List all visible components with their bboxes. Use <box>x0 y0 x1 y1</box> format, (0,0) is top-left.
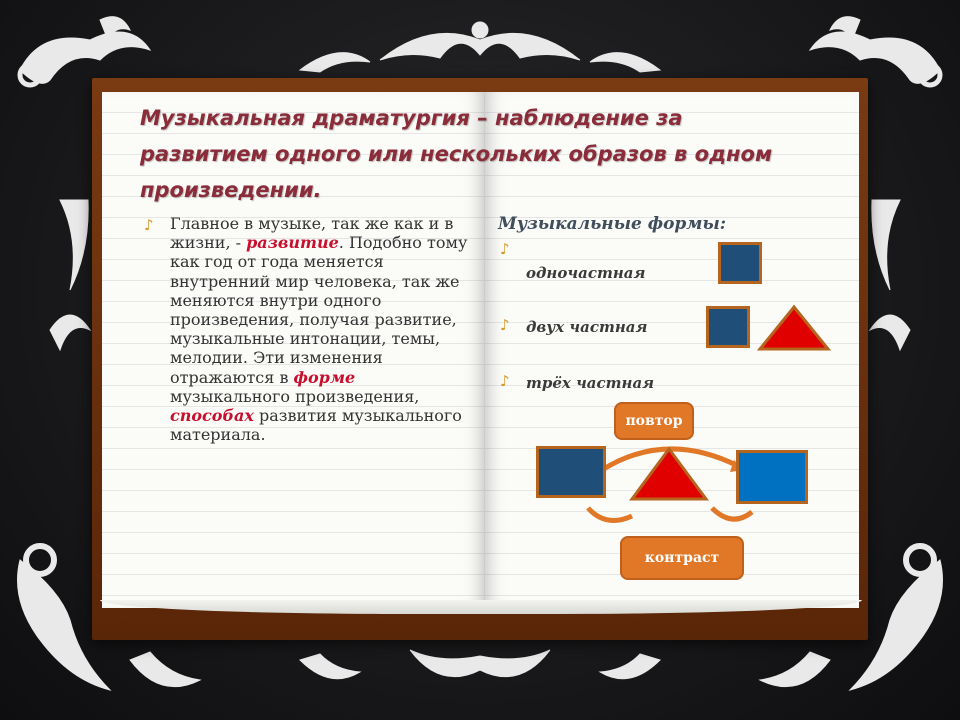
body-text-part: развития музыкального материала. <box>170 406 462 445</box>
two-part-square <box>706 306 750 348</box>
three-part-square-a <box>536 446 606 498</box>
form-label-three-part: трёх частная <box>526 374 655 392</box>
form-label-one-part: одночастная <box>526 264 646 282</box>
emphasis-razvitie: развитие <box>246 233 339 253</box>
three-part-triangle <box>630 446 708 502</box>
contrast-label: контраст <box>620 536 744 580</box>
one-part-square <box>718 242 762 284</box>
emphasis-forma: форме <box>293 367 356 387</box>
body-text-part: Главное в музыке, так же как и в жизни, - <box>170 214 454 253</box>
two-part-triangle <box>758 304 830 352</box>
forms-title: Музыкальные формы: <box>498 214 727 234</box>
three-part-square-b <box>736 450 808 504</box>
music-note-icon: ♪ <box>500 240 510 258</box>
emphasis-sposobakh: способах <box>170 406 254 426</box>
music-note-icon: ♪ <box>144 216 154 234</box>
repeat-label: повтор <box>614 402 694 440</box>
slide-heading: Музыкальная драматургия – наблюдение за развитием одного или нескольких образов в одном произведении. <box>140 106 773 202</box>
form-label-two-part: двух частная <box>526 318 648 336</box>
body-paragraph <box>170 214 470 444</box>
music-note-icon: ♪ <box>500 372 510 390</box>
body-text-part: музыкального произведения, <box>170 386 420 406</box>
music-note-icon: ♪ <box>500 316 510 334</box>
body-text-part: . Подобно тому как год от года меняется внутренний мир человека, так же меняются внутри одного произведения, получая развитие, музыкальные интонации, темы, мелодии. Эти изменения отражаются в <box>170 233 468 387</box>
